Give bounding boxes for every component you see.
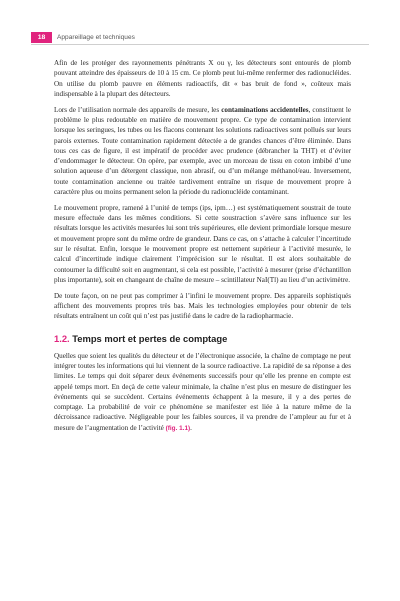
paragraph-text: . (190, 423, 192, 432)
section-number: 1.2. (54, 332, 70, 344)
section-title: Temps mort et pertes de comptage (72, 332, 228, 344)
paragraph-dead-time (54, 351, 351, 434)
running-title: Appareillage et techniques (57, 34, 135, 41)
paragraph-text: Quelles que soient les qualités du détecteur et de l’électronique associée, la chaîne de comptage ne peut intégrer toutes les informations qui lui viennent de la source radioactive. La rapidité de sa réponse a des limites. Le temps qui doit séparer deux événements successifs pour qu’elle les prenne en compte est appelé temps mort. En deçà de cette valeur minimale, la chaîne n’est plus en mesure de distinguer les événements qui se succèdent. Certains événements échappent à la mesure, il y a des pertes de comptage. La probabilité de voir ce phénomène se manifester est liée à la nature même de la décroissance radioactive. Négligeable pour les faibles sources, il va prendre de l’ampleur au fur et à mesure de l’augmentation de l’activité (54, 351, 351, 432)
paragraph-text: Lors de l’utilisation normale des appareils de mesure, les (54, 105, 222, 114)
page-number: 18 (31, 32, 52, 43)
section-heading (54, 333, 351, 345)
figure-reference-link[interactable]: (fig. 1.1) (165, 424, 191, 432)
paragraph-contamination (54, 105, 351, 198)
paragraph-lead-shielding: Afin de les protéger des rayonnements pénétrants X ou γ, les détecteurs sont entourés de plomb pouvant atteindre des épaisseurs de 10 à 15 cm. Ce plomb peut lui-même renfermer des radionucléides. On utilise du plomb pauvre en éléments radioactifs, dit « bas bruit de fond », coûteux mais indispensable à la plupart des détecteurs. (54, 59, 351, 98)
page-body (54, 58, 351, 440)
running-header (31, 32, 135, 43)
paragraph-cost: De toute façon, on ne peut pas comprimer à l’infini le mouvement propre. Des appareils sophistiqués affichent des mouvements propres très bas. Mais les technologies employées pour obtenir de tels résultats entraînent un coût qui n’est pas justifié dans le cadre de la radiopharmacie. (54, 291, 351, 321)
header-divider (31, 44, 369, 45)
paragraph-background-subtraction: Le mouvement propre, ramené à l’unité de temps (ips, ipm…) est systématiquement soustrait de toute mesure effectuée dans les mêmes conditions. Si cette soustraction s’avère sans influence sur les résultats lorsque les activités mesurées lui sont très supérieures, elle devient primordiale lorsque mesure et mouvement propre sont du même ordre de grandeur. Dans ce cas, on s’attache à calculer l’incertitude sur le résultat. Enfin, lorsque le mouvement propre est nettement supérieur à l’activité mesurée, le calcul d’incertitude indique clairement l’imprécision sur le résultat. Il est alors souhaitable de contourner la difficulté soit en augmentant, si cela est possible, l’activité à mesurer (prise d’échantillon plus importante), soit en changeant de chaîne de mesure – scintillateur NaI(Tl) au lieu d’un activimètre. (54, 203, 351, 284)
key-term: contaminations accidentelles (221, 105, 309, 114)
paragraph-text: , constituent le problème le plus redoutable en matière de mouvement propre. Ce type de contamination intervient lorsque les seringues, les tubes ou les flacons contenant les solutions radioactives sont pollués sur leurs parois externes. Toute contamination rapidement détectée a de grandes chances d’être éliminée. Dans tous ces cas de figure, il est impératif de procéder avec prudence (débrancher la THT) et d’éviter d’endommager le détecteur. On opère, par exemple, avec un morceau de tissu en coton imbibé d’une solution aqueuse d’un détergent classique, non abrasif, ou d’un mélange méthanol/eau. Inversement, toute contamination ancienne ou traitée tardivement entraîne un risque de mouvement propre à caractère plus ou moins permanent selon la période du radionucléide contaminant. (54, 105, 351, 197)
